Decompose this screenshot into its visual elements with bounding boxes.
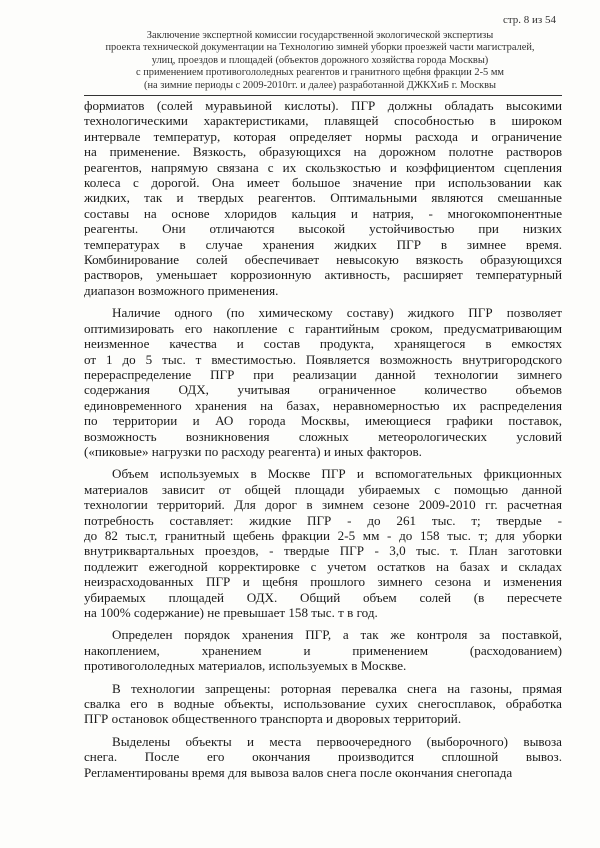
paragraph [84,98,562,298]
header-line: с применением противогололедных реагентов и гранитного щебня фракции 2-5 мм [135,67,504,79]
text-line: Выделены объекты и места первоочередного (выборочного) вывоза [112,733,562,749]
text-line: технологии территорий. Для дорог в зимнем сезоне 2009-2010 гг. расчетная [84,497,562,513]
text-line: накоплением, хранением и применением (расходованием) [84,642,562,658]
text-line: ПГР остановок общественного транспорта и дворовых территорий. [84,711,462,727]
header-line: улиц, проездов и площадей (объектов дорожного хозяйства города Москвы) [151,54,489,66]
text-line: снега. После его окончания производится сплошной вывоз. [84,749,562,765]
text-line: Объем используемых в Москве ПГР и вспомогательных фрикционных [112,466,562,482]
text-line: подлежит ежегодной корректировке с учетом остатков на базах и складах [84,558,562,574]
text-line: Определен порядок хранения ПГР, а так же контроля за поставкой, [112,627,562,643]
text-line: содержания ОДХ, учитывая ограниченное количество объемов [84,382,562,398]
text-line: материалов зависит от общей площади убираемых с помощью данной [84,481,562,497]
text-line: внутриквартальных проездов, - твердые ПГР - 3,0 тыс. т. План заготовки [84,543,562,559]
text-line: перераспределение ПГР при реализации данной технологии зимнего [84,366,562,382]
header-line: проекта технической документации на Технологию зимней уборки проезжей части магистралей, [105,42,535,54]
text-line: диапазон возможного применения. [84,282,279,298]
text-line: Наличие одного (по химическому составу) жидкого ПГР позволяет [112,305,562,321]
paragraph [84,681,562,727]
paragraph [84,734,562,780]
text-line: убираемых площадей ОДХ. Общий объем солей (в пересчете [84,589,562,605]
text-line: технологическими характеристиками, плавящей способностью в широком [84,113,562,129]
text-line: единовременного хранения на базах, неравномерностью их распределения [84,397,562,413]
text-line: жидких, так и твердых реагентов. Оптимальными являются смешанные [84,190,562,206]
text-line: колеса с дорогой. Она имеет большое значение при использовании как [84,175,562,191]
text-line: до 82 тыс.т, гранитный щебень фракции 2-5 мм - до 158 тыс. т; для уборки [84,527,562,543]
text-line: на 100% содержание) не превышает 158 тыс. т в год. [84,605,378,620]
header-line: Заключение экспертной комиссии государственной экологической экспертизы [146,30,494,41]
text-line: реагенты. Они отличаются высокой устойчивостью при низких [84,221,562,237]
text-line: В технологии запрещены: роторная перевалка снега на газоны, прямая [112,680,562,696]
text-line: на применение. Вязкость, образующихся на дорожном полотне растворов [84,144,562,160]
text-line: («пиковые» нагрузки по расходу реагента) и иных факторов. [84,443,422,459]
text-line: интервале температур, которая определяет нормы расхода и ограничение [84,128,562,144]
text-line: Комбинирование солей обеспечивает невысокую вязкость образующихся [84,252,562,268]
text-line: температурах в случае хранения жидких ПГР в зимнее время. [84,236,562,252]
text-line: потребность составляет: жидкие ПГР - до 261 тыс. т; твердые - [84,512,562,528]
paragraph [84,627,562,673]
text-line: неизрасходованных ПГР и щебня прошлого зимнего сезона и изменения [84,574,562,590]
text-line: составы на основе хлоридов кальция и натрия, - многокомпонентные [84,205,562,221]
text-line: Регламентированы время для вывоза валов снега после окончания снегопада [84,764,513,780]
text-line: реагентов, напрямую связана с их скользкостью и коэффициентом сцепления [84,159,562,175]
paragraph [84,466,562,620]
paragraph [84,305,562,459]
text-line: по территории и АО города Москвы, имеющиеся графики поставок, [84,413,562,429]
document-body [84,98,562,787]
page-number: стр. 8 из 54 [502,14,556,26]
text-line: возможность возникновения сложных метеорологических условий [84,428,562,444]
text-line: неизменное качества и состав продукта, хранящегося в емкостях [84,336,562,352]
text-line: противогололедных материалов, используемых в Москве. [84,658,407,674]
text-line: от 1 до 5 тыс. т вместимостью. Появляется возможность внутригородского [84,351,562,367]
header-line: (на зимние периоды с 2009-2010гг. и далее) разработанной ДЖКХиБ г. Москвы [144,79,496,91]
header-divider [84,95,562,96]
text-line: оптимизировать его накопление с гарантийным сроком, предусматривающим [84,320,562,336]
document-header [80,30,560,92]
text-line: свалка его в водные объекты, использование сухих снегосплавок, обработка [84,696,562,712]
text-line: формиатов (солей муравьиной кислоты). ПГР должны обладать высокими [84,98,562,113]
text-line: растворов, уменьшает коррозионную активность, расширяет температурный [84,267,562,283]
